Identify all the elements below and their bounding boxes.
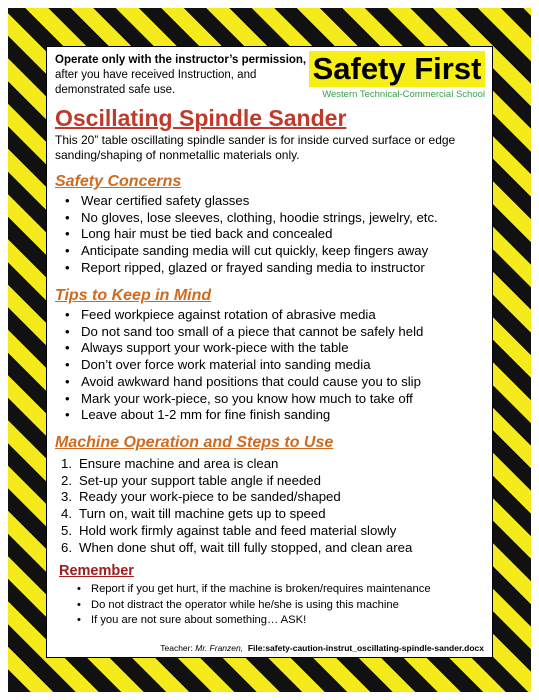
list-item: • Mark your work-piece, so you know how much to take off <box>55 391 423 408</box>
list-item <box>55 540 412 557</box>
permission-bold: Operate only with the instructor’s permission, <box>55 54 307 66</box>
list-item <box>55 456 412 473</box>
step-number: 6. <box>61 539 72 555</box>
step-number: 3. <box>61 489 72 505</box>
list-item: • Do not sand too small of a piece that cannot be safely held <box>55 324 423 341</box>
step-number: 4. <box>61 506 72 522</box>
list-item: • Feed workpiece against rotation of abrasive media <box>55 307 423 324</box>
intro-text: This 20” table oscillating spindle sander is for inside curved surface or edge sanding/shaping of nonmetallic materials only. <box>55 133 456 162</box>
step-text: Ensure machine and area is clean <box>79 456 279 471</box>
list-item: • Wear certified safety glasses <box>55 193 438 210</box>
tips-list <box>55 307 423 424</box>
list-item <box>55 473 412 490</box>
operation-steps-list <box>55 456 412 556</box>
list-item <box>55 523 412 540</box>
permission-notice <box>55 53 310 98</box>
footer <box>160 643 484 653</box>
step-text: Hold work firmly against table and feed material slowly <box>79 522 397 538</box>
step-text: When done shut off, wait till fully stopped, and clean area <box>79 539 413 555</box>
list-item: • Report if you get hurt, if the machine is broken/requires maintenance <box>55 582 431 598</box>
step-number: 5. <box>61 522 72 538</box>
list-item: • If you are not sure about something… ASK! <box>55 613 431 629</box>
list-item: • Do not distract the operator while he/she is using this machine <box>55 598 431 614</box>
file-name: File:safety-caution-instrut_oscillating-spindle-sander.docx <box>247 643 484 653</box>
step-text: Set-up your support table angle if needed <box>79 472 321 488</box>
step-text: Ready your work-piece to be sanded/shaped <box>79 489 341 505</box>
list-item: • Always support your work-piece with the table <box>55 340 423 357</box>
brand-subtitle: Western Technical-Commercial School <box>322 89 485 100</box>
teacher-label: Teacher: <box>160 643 193 653</box>
step-text: Turn on, wait till machine gets up to speed <box>79 506 326 522</box>
operation-heading: Machine Operation and Steps to Use <box>55 434 334 451</box>
permission-rest: after you have received Instruction, and demonstrated safe use. <box>55 69 257 96</box>
page-title: Oscillating Spindle Sander <box>55 105 347 131</box>
list-item: • Anticipate sanding media will cut quickly, keep fingers away <box>55 243 438 260</box>
list-item: • Avoid awkward hand positions that could cause you to slip <box>55 374 423 391</box>
safety-concerns-heading: Safety Concerns <box>55 173 182 190</box>
header <box>55 53 485 101</box>
tips-heading: Tips to Keep in Mind <box>55 287 212 304</box>
step-number: 2. <box>61 472 72 488</box>
remember-heading: Remember <box>59 563 134 579</box>
list-item: • Leave about 1-2 mm for fine finish sanding <box>55 407 423 424</box>
safety-sheet <box>46 46 493 658</box>
list-item: • Report ripped, glazed or frayed sanding media to instructor <box>55 260 438 277</box>
list-item: • Don’t over force work material into sanding media <box>55 357 423 374</box>
brand-block <box>309 51 485 101</box>
list-item <box>55 506 412 523</box>
teacher-name: Mr. Franzen, <box>195 643 244 653</box>
remember-list <box>55 582 431 629</box>
safety-concerns-list <box>55 193 438 277</box>
step-number: 1. <box>61 456 72 471</box>
list-item: • No gloves, lose sleeves, clothing, hoodie strings, jewelry, etc. <box>55 210 438 227</box>
list-item <box>55 489 412 506</box>
list-item: • Long hair must be tied back and concealed <box>55 226 438 243</box>
brand-title: Safety First <box>309 51 485 87</box>
